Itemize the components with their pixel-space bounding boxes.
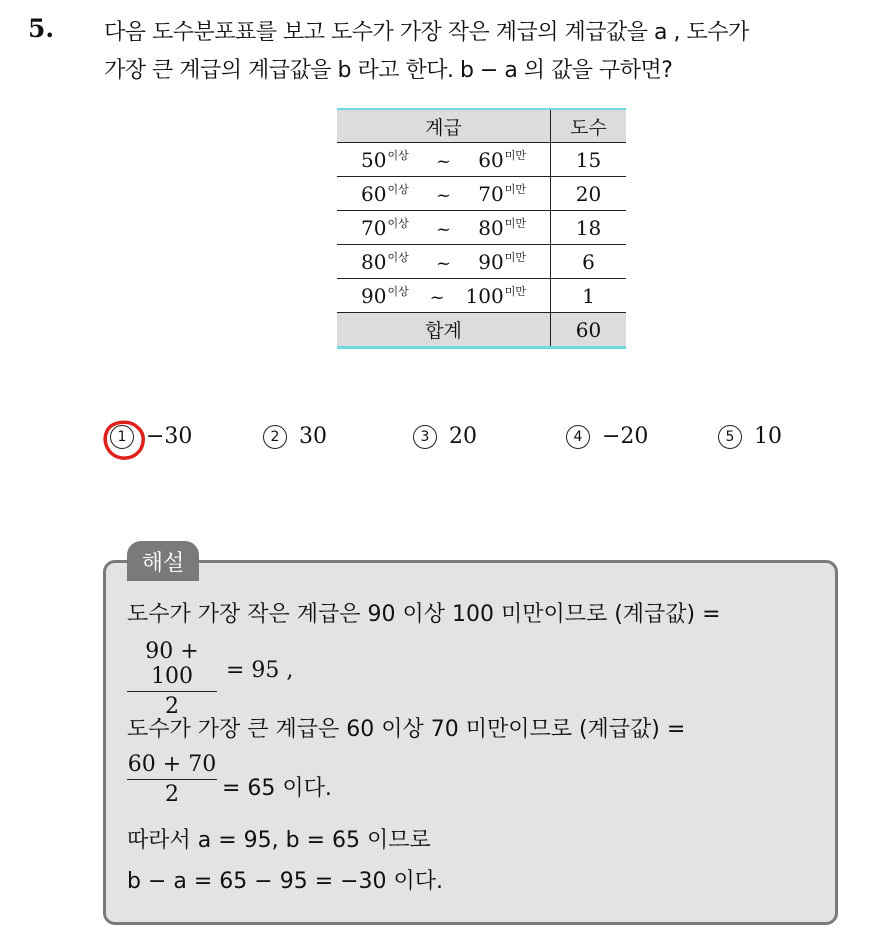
choice-value: 30: [299, 424, 327, 449]
solution-fraction-2: [127, 752, 217, 807]
frequency-cell: 15: [551, 143, 627, 177]
table-row: [337, 279, 626, 313]
class-interval: [337, 177, 551, 211]
frequency-cell: 18: [551, 211, 627, 245]
upper-bound: $100^{미만}$: [465, 284, 526, 308]
solution-line1: 도수가 가장 작은 계급은 90 이상 100 미만이므로 (계급값) =: [127, 602, 721, 627]
class-interval: [337, 143, 551, 177]
choice-value: −20: [602, 424, 649, 449]
tilde: ~: [435, 151, 452, 172]
tilde: ~: [435, 219, 452, 240]
fraction-numerator: 90 + 100: [127, 639, 217, 692]
lower-bound: $90^{이상}$: [361, 284, 409, 308]
table-total-row: [337, 313, 626, 348]
choice-number-badge: 1: [110, 425, 134, 449]
class-interval: [337, 211, 551, 245]
lower-bound: $50^{이상}$: [361, 148, 409, 172]
fraction-denominator: 2: [165, 782, 179, 807]
tilde: ~: [435, 185, 452, 206]
table-row: [337, 143, 626, 177]
solution-line3: 도수가 가장 큰 계급은 60 이상 70 미만이므로 (계급값) =: [127, 717, 686, 742]
frequency-cell: 6: [551, 245, 627, 279]
fraction-denominator: 2: [165, 694, 179, 719]
solution-fraction-2-result: = 65 이다.: [222, 776, 332, 801]
frequency-table: [337, 108, 626, 349]
choice-number-badge: 5: [718, 425, 742, 449]
solution-label: 해설: [127, 541, 199, 581]
header-frequency: 도수: [551, 109, 627, 143]
tilde: ~: [429, 287, 445, 308]
choice-3[interactable]: [413, 424, 477, 449]
header-class: 계급: [337, 109, 551, 143]
choice-number-badge: 4: [566, 425, 590, 449]
solution-line6: b − a = 65 − 95 = −30 이다.: [127, 869, 444, 894]
question-number: 5.: [28, 14, 55, 43]
frequency-cell: 1: [551, 279, 627, 313]
solution-fraction-1-result: = 95 ,: [226, 658, 294, 683]
table-row: [337, 211, 626, 245]
fraction-numerator: 60 + 70: [127, 752, 217, 780]
question-text-line2: 가장 큰 계급의 계급값을 b 라고 한다. b − a 의 값을 구하면?: [104, 58, 673, 83]
answer-circle-mark-icon: [102, 418, 148, 462]
upper-bound: $80^{미만}$: [478, 216, 526, 240]
table-row: [337, 177, 626, 211]
lower-bound: $70^{이상}$: [361, 216, 409, 240]
solution-fraction-1: [127, 639, 217, 719]
lower-bound: $80^{이상}$: [361, 250, 409, 274]
total-value: 60: [551, 313, 627, 348]
upper-bound: $90^{미만}$: [478, 250, 526, 274]
class-interval: [337, 279, 551, 313]
class-interval: [337, 245, 551, 279]
choice-value: 20: [449, 424, 477, 449]
total-label: 합계: [337, 313, 551, 348]
frequency-cell: 20: [551, 177, 627, 211]
lower-bound: $60^{이상}$: [361, 182, 409, 206]
choice-2[interactable]: [263, 424, 327, 449]
tilde: ~: [435, 253, 452, 274]
choice-number-badge: 3: [413, 425, 437, 449]
upper-bound: $70^{미만}$: [478, 182, 526, 206]
choice-5[interactable]: [718, 424, 782, 449]
choice-value: −30: [146, 424, 193, 449]
choice-4[interactable]: [566, 424, 648, 449]
solution-line5: 따라서 a = 95, b = 65 이므로: [127, 828, 431, 853]
table-header-row: [337, 109, 626, 143]
question-text-line1: 다음 도수분포표를 보고 도수가 가장 작은 계급의 계급값을 a , 도수가: [104, 20, 749, 45]
choice-number-badge: 2: [263, 425, 287, 449]
upper-bound: $60^{미만}$: [478, 148, 526, 172]
choice-value: 10: [754, 424, 782, 449]
table-row: [337, 245, 626, 279]
